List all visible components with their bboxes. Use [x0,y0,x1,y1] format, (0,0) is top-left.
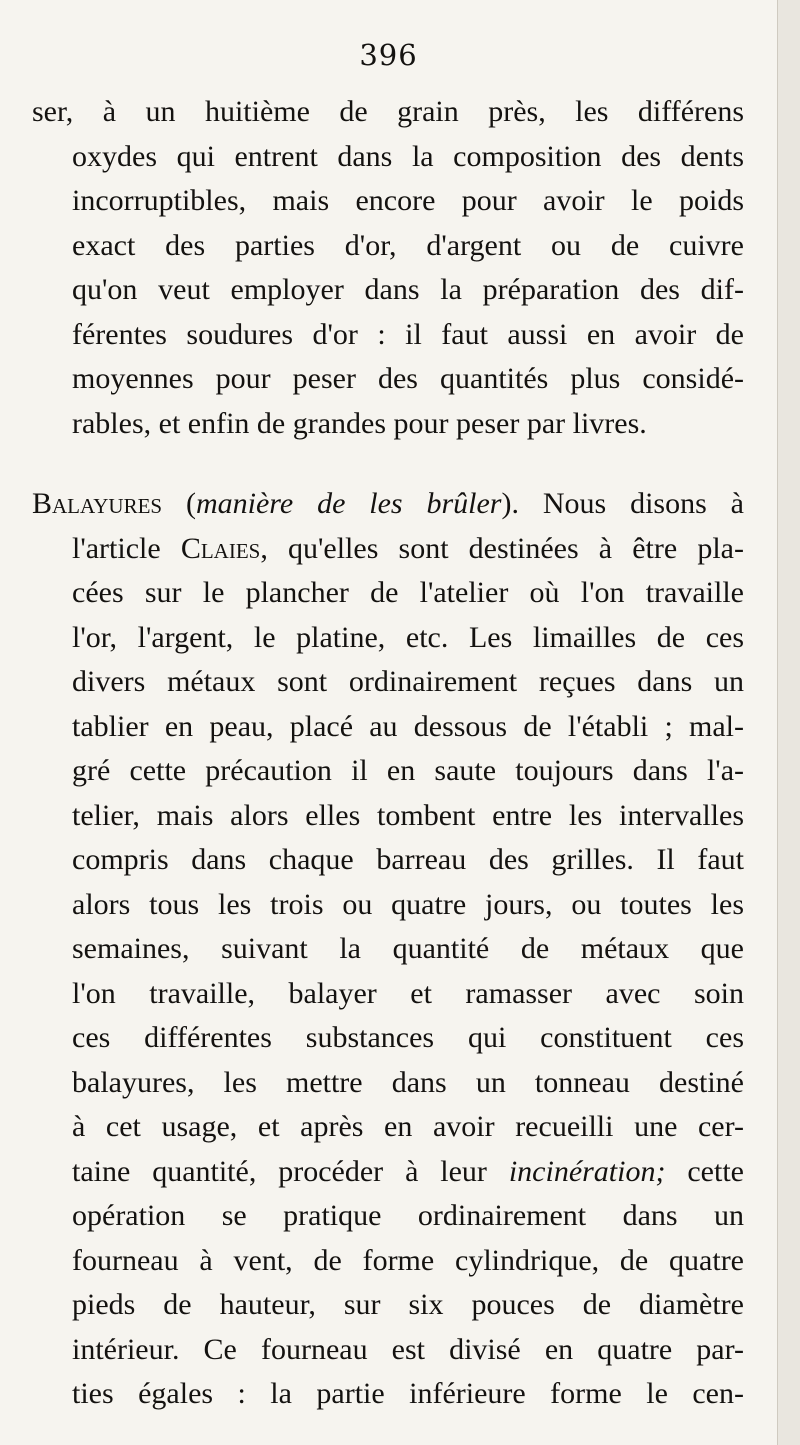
paragraph-continuation [32,90,744,446]
page-number: 396 [359,38,418,72]
text-line: tablier en peau, placé au dessous de l'établi ; mal- [72,709,744,743]
text-line: pieds de hauteur, sur six pouces de diamètre [72,1288,744,1321]
text-line: taine quantité, procéder à leur incinération; cette [72,1154,744,1188]
text-line: rables, et enfin de grandes pour peser par livres. [72,406,647,440]
text-line: ser, à un huitième de grain près, les différens [32,95,744,128]
text-line: opération se pratique ordinairement dans un [72,1199,744,1232]
text-line: alors tous les trois ou quatre jours, ou toutes les [72,887,744,921]
entry-heading: Balayures [32,487,163,520]
text-line: à cet usage, et après en avoir recueilli une cer- [72,1110,744,1143]
text-line: cées sur le plancher de l'atelier où l'on travaille [72,576,744,609]
text-line: qu'on veut employer dans la préparation des dif- [72,273,744,306]
body-text [32,90,744,1417]
text-line: semaines, suivant la quantité de métaux que [72,932,744,965]
entry-heading-note: manière de les brûler [195,487,502,520]
text-line: l'on travaille, balayer et ramasser avec soin [72,976,744,1010]
cross-reference: Claies [180,531,261,565]
text-line: divers métaux sont ordinairement reçues dans un [72,665,744,698]
text-line: fourneau à vent, de forme cylindrique, de quatre [72,1243,744,1277]
text-line: balayures, les mettre dans un tonneau destiné [72,1065,744,1099]
text-line: ces différentes substances qui constituent ces [72,1021,744,1054]
paragraph-balayures [32,482,744,1417]
text-line: moyennes pour peser des quantités plus considé- [72,362,744,395]
text-line: l'or, l'argent, le platine, etc. Les limailles de ces [72,620,744,654]
text-line: Balayures (manière de les brûler). Nous disons à [32,487,744,520]
paragraph-gap [32,446,744,482]
text-line: intérieur. Ce fourneau est divisé en quatre par- [72,1332,744,1366]
emphasized-term: incinération; [508,1154,666,1188]
text-line: telier, mais alors elles tombent entre les intervalles [72,798,744,832]
text-line: oxydes qui entrent dans la composition des dents [72,139,744,173]
text-line: férentes soudures d'or : il faut aussi en avoir de [72,317,744,351]
text-line: exact des parties d'or, d'argent ou de cuivre [72,228,744,262]
text-line: gré cette précaution il en saute toujours dans l'a- [72,754,744,787]
text-line: ties égales : la partie inférieure forme le cen- [72,1377,744,1410]
text-line: incorruptibles, mais encore pour avoir le poids [72,184,744,217]
text-line: compris dans chaque barreau des grilles. Il faut [72,843,744,876]
text-line: l'article Claies, qu'elles sont destinées à être pla- [72,531,744,565]
